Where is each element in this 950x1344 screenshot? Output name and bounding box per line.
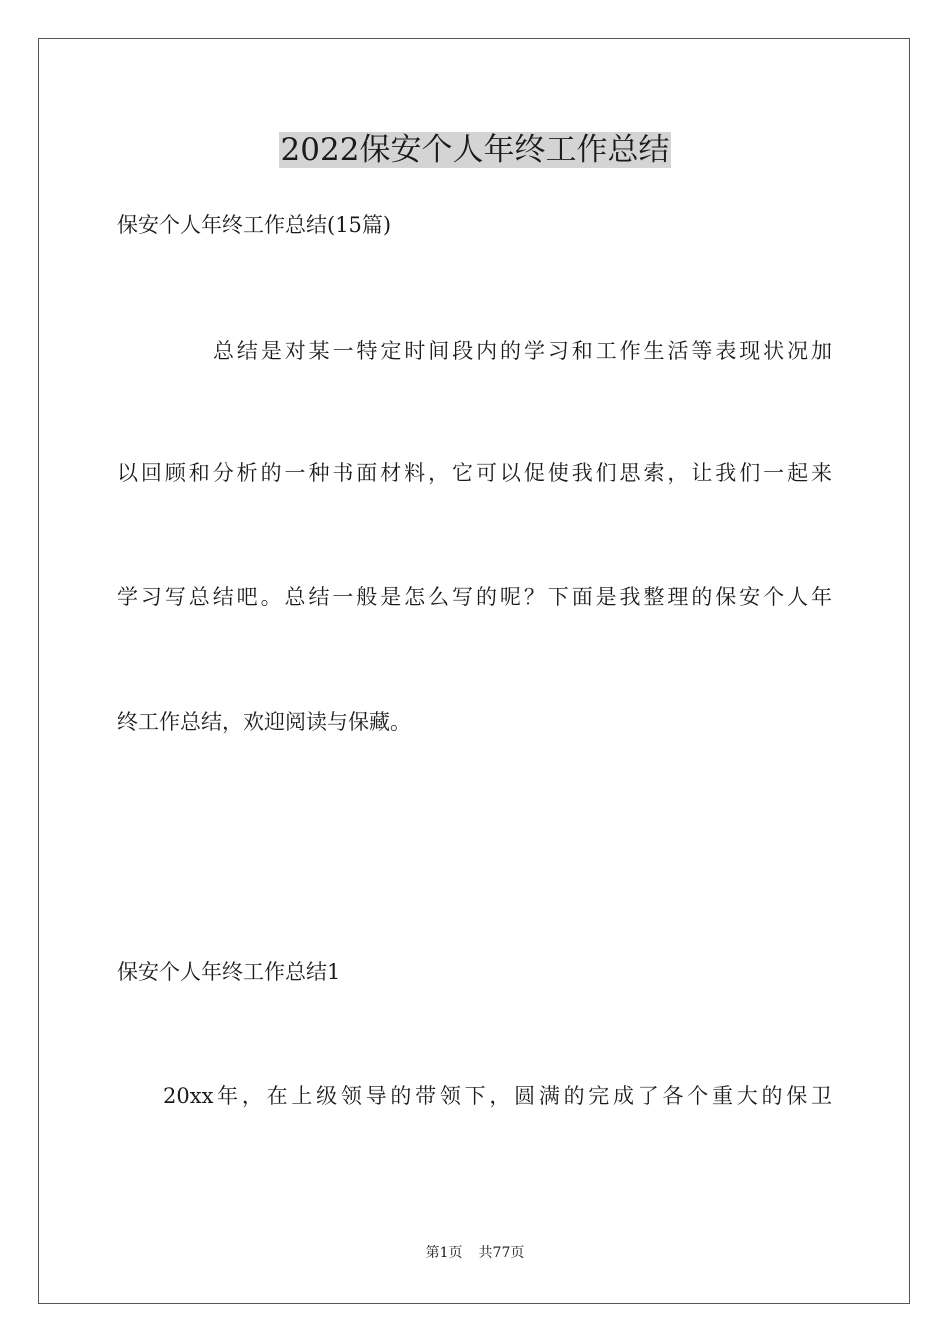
intro-line-1: 总结是对某一特定时间段内的学习和工作生活等表现状况加 [213,339,832,363]
section-heading: 保安个人年终工作总结1 [117,960,341,984]
page-total: 共77页 [478,1245,525,1261]
intro-line-4: 终工作总结，欢迎阅读与保藏。 [117,710,411,734]
document-title [0,128,950,172]
page-number: 第1页 [425,1245,463,1261]
document-title-text: 2022保安个人年终工作总结 [280,132,670,168]
page-footer [0,1243,950,1263]
section-first-line: 20xx年，在上级领导的带领下，圆满的完成了各个重大的保卫 [163,1084,832,1108]
document-subtitle: 保安个人年终工作总结(15篇) [117,213,392,237]
intro-line-3: 学习写总结吧。总结一般是怎么写的呢？下面是我整理的保安个人年 [117,585,832,609]
intro-line-2: 以回顾和分析的一种书面材料，它可以促使我们思索，让我们一起来 [117,461,832,485]
